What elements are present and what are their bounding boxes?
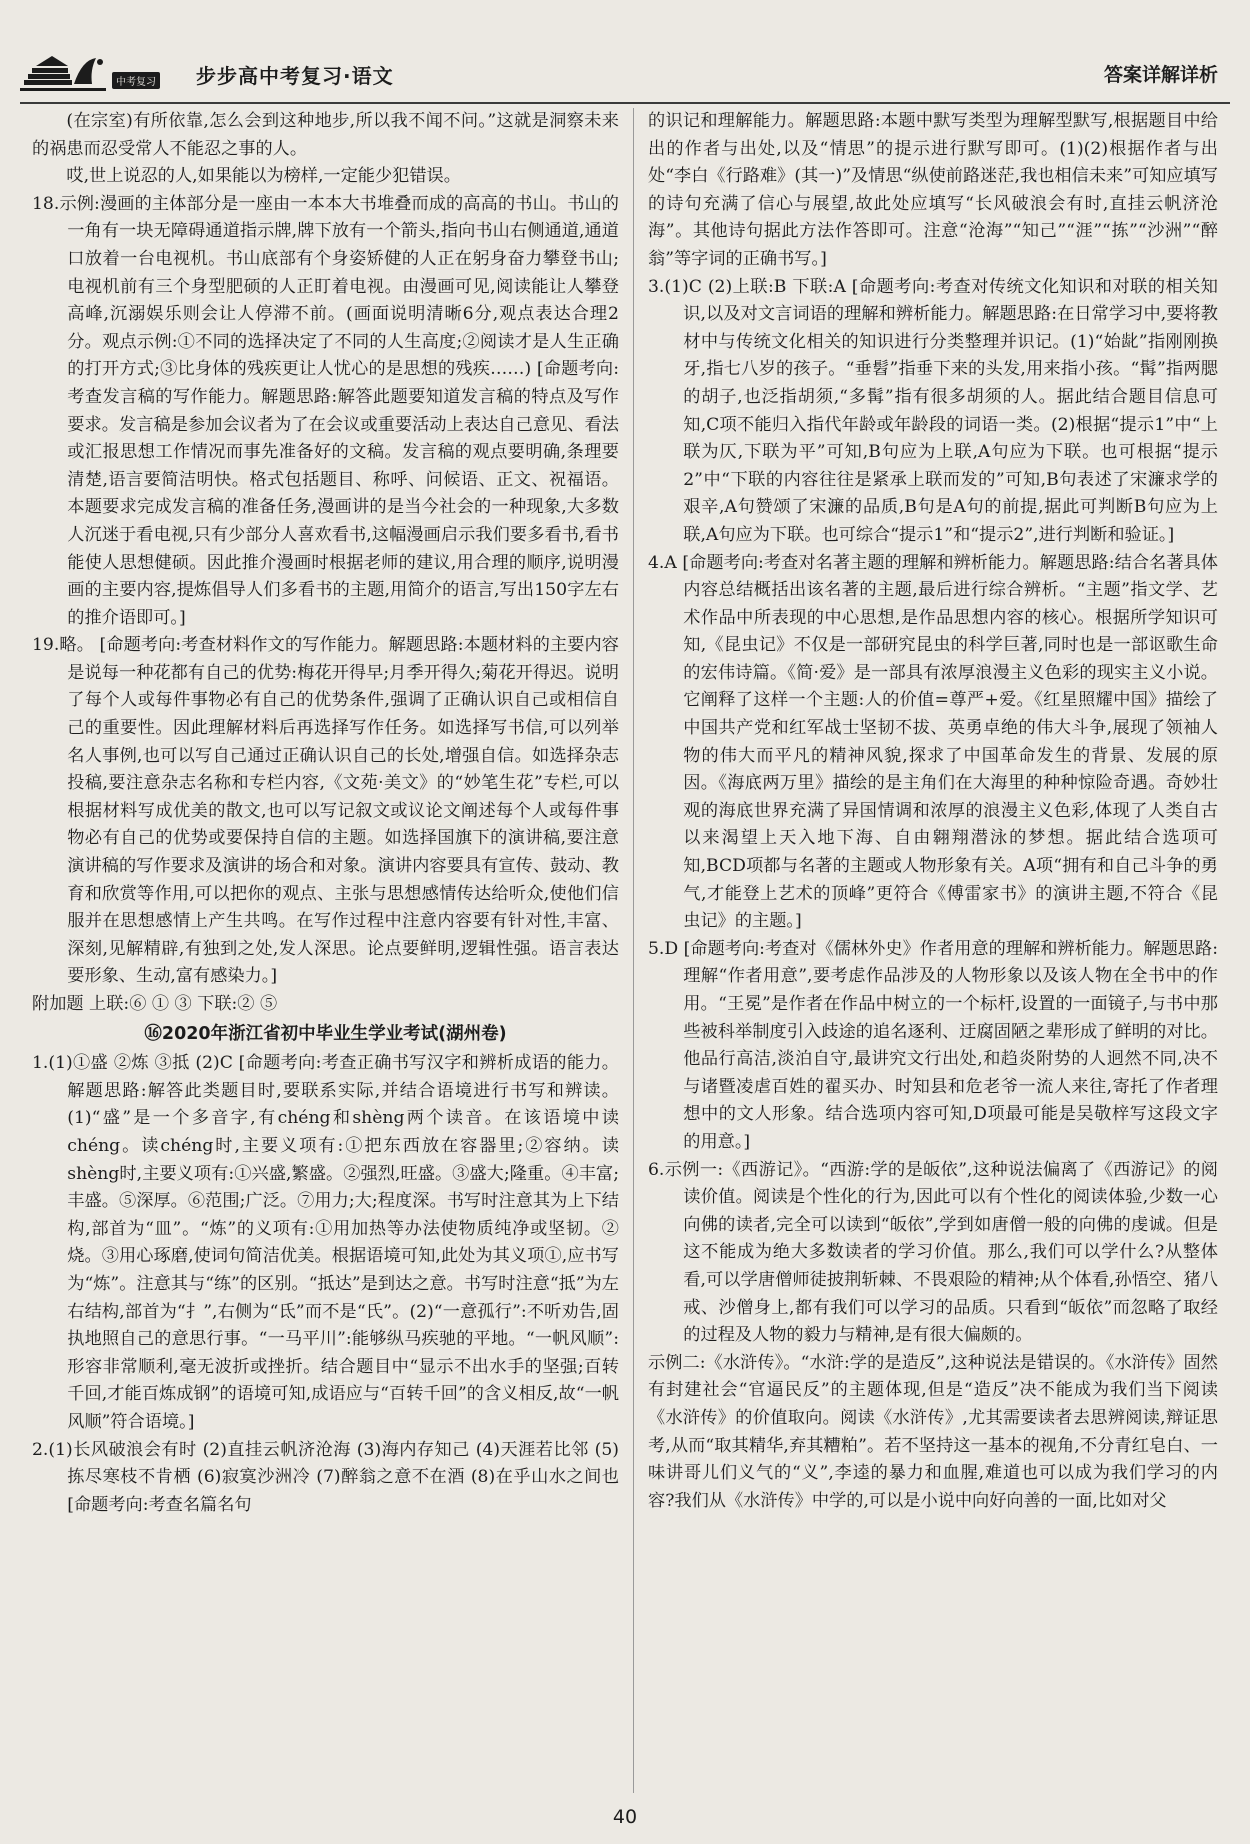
- q17-continuation: (在宗室)有所依靠,怎么会到这种地步,所以我不闻不问。”这就是洞察未来的祸患而忍受常人不能忍之事的人。: [32, 111, 619, 159]
- page-header: [20, 48, 1230, 102]
- q19-answer: 19.略。 [命题考向:考查材料作文的写作能力。解题思路:本题材料的主要内容是说每一种花都有自己的优势:梅花开得早;月季开得久;菊花开得迟。说明了每个人或每件事物必有自己的优势条件,强调了正确认识自己或相信自己的重要性。因此理解材料后再选择写作任务。如选择写书信,可以列举名人事例,也可以写自己通过正确认识自己的长处,增强自信。如选择杂志投稿,要注意杂志名称和专栏内容,《文苑·美文》的“妙笔生花”专栏,可以根据材料写成优美的散文,也可以写记叙文或议论文阐述每个人或每件事物必有自己的优势或要保持自信的主题。如选择国旗下的演讲稿,要注意演讲稿的写作要求及演讲的场合和对象。演讲内容要具有宣传、鼓动、教育和欣赏等作用,可以把你的观点、主张与思想感情传达给听众,使他们信服并在思想感情上产生共鸣。在写作过程中注意内容要有针对性,丰富、深刻,见解精辟,有独到之处,发人深思。论点要鲜明,逻辑性强。语言表达要形象、生动,富有感染力。]: [32, 635, 619, 987]
- bonus-question: 附加题 上联:⑥ ① ③ 下联:② ⑤: [32, 994, 278, 1014]
- exam-title: ⑯2020年浙江省初中毕业生学业考试(湖州卷): [144, 1023, 507, 1044]
- q17-final-paragraph: 哎,世上说忍的人,如果能以为榜样,一定能少犯错误。: [66, 166, 461, 187]
- q5-answer: 5.D [命题考向:考查对《儒林外史》作者用意的理解和辨析能力。解题思路:理解“作者用意”,要考虑作品涉及的人物形象以及该人物在全书中的作用。“王冕”是作者在作品中树立的一个标杆,设置的一面镜子,与书中那些被科举制度引入歧途的追名逐利、迂腐固陋之辈形成了鲜明的对比。他品行高洁,淡泊自守,最讲究文行出处,和趋炎附势的人迥然不同,决不与诸暨凌虐百姓的翟买办、时知县和危老爷一流人来往,寄托了作者理想中的文人形象。结合选项内容可知,D项最可能是吴敬梓写这段文字的用意。]: [648, 938, 1218, 1152]
- header-rule: [20, 102, 1230, 104]
- right-column: [648, 108, 1218, 1793]
- column-divider: [633, 108, 634, 1793]
- q18-answer: 18.示例:漫画的主体部分是一座由一本本大书堆叠而成的高高的书山。书山的一角有一块无障碍通道指示牌,牌下放有一个箭头,指向书山右侧通道,通道口放着一台电视机。书山底部有个身姿矫健的人正在躬身奋力攀登书山;电视机前有三个身型肥硕的人正盯着电视。由漫画可见,阅读能让人攀登高峰,沉溺娱乐则会让人停滞不前。(画面说明清晰6分,观点表达合理2分。观点示例:①不同的选择决定了不同的人生高度;②阅读才是人生正确的打开方式;③比身体的残疾更让人忧心的是思想的残疾……) [命题考向:考查发言稿的写作能力。解题思路:解答此题要知道发言稿的特点及写作要求。发言稿是参加会议者为了在会议或重要活动上表达自己意见、看法或汇报思想工作情况而事先准备好的文稿。发言稿的观点要明确,条理要清楚,语言要简洁明快。格式包括题目、称呼、问候语、正文、祝福语。本题要求完成发言稿的准备任务,漫画讲的是当今社会的一种现象,大多数人沉迷于看电视,只有少部分人喜欢看书,这幅漫画启示我们要多看书,看书能使人思想健硕。因此推介漫画时根据老师的建议,用合理的顺序,说明漫画的主要内容,提炼倡导人们多看书的主题,用简介的语言,写出150字左右的推介语即可。]: [32, 193, 619, 628]
- logo-tag: 中考复习: [112, 72, 160, 89]
- publisher-logo: [20, 50, 170, 94]
- left-column: [32, 108, 619, 1793]
- book-title: 步步高中考复习·语文: [196, 64, 394, 88]
- q4-answer: 4.A [命题考向:考查对名著主题的理解和辨析能力。解题思路:结合名著具体内容总结概括出该名著的主题,最后进行综合辨析。“主题”指文学、艺术作品中所表现的中心思想,是作品思想内容的核心。根据所学知识可知,《昆虫记》不仅是一部研究昆虫的科学巨著,同时也是一部讴歌生命的宏伟诗篇。《简·爱》是一部具有浓厚浪漫主义色彩的现实主义小说。它阐释了这样一个主题:人的价值=尊严+爱。《红星照耀中国》描绘了中国共产党和红军战士坚韧不拔、英勇卓绝的伟大斗争,展现了领袖人物的伟大而平凡的精神风貌,探求了中国革命发生的背景、发展的原因。《海底两万里》描绘的是主角们在大海里的种种惊险奇遇。奇妙壮观的海底世界充满了异国情调和浓厚的浪漫主义色彩,体现了人类自古以来渴望上天入地下海、自由翱翔潜泳的梦想。据此结合选项可知,BCD项都与名著的主题或人物形象有关。A项“拥有和自己斗争的勇气,才能登上艺术的顶峰”更符合《傅雷家书》的演讲主题,不符合《昆虫记》的主题。]: [648, 552, 1218, 932]
- q3-answer: 3.(1)C (2)上联:B 下联:A [命题考向:考查对传统文化知识和对联的相关知识,以及对文言词语的理解和辨析能力。解题思路:在日常学习中,要将教材中与传统文化相关的知识进行分类整理并识记。(1)“始龀”指刚刚换牙,指七八岁的孩子。“垂髫”指垂下来的头发,用来指小孩。“髯”指两腮的胡子,也泛指胡须,“多髯”指有很多胡须的人。据此结合题目信息可知,C项不能归入指代年龄或年龄段的词语一类。(2)根据“提示1”中“上联为仄,下联为平”可知,B句应为上联,A句应为下联。也可根据“提示2”中“下联的内容往往是紧承上联而发的”可知,B句表述了宋濂求学的艰辛,A句赞颂了宋濂的品质,B句是A句的前提,据此可判断B句应为上联,A句应为下联。也可综合“提示1”和“提示2”,进行判断和验证。]: [648, 276, 1218, 545]
- q6-example2: 示例二:《水浒传》。“水浒:学的是造反”,这种说法是错误的。《水浒传》固然有封建社会“官逼民反”的主题体现,但是“造反”决不能成为我们当下阅读《水浒传》的价值取向。阅读《水浒传》,尤其需要读者去思辨阅读,辩证思考,从而“取其精华,弃其糟粕”。若不坚持这一基本的视角,不分青红皂白、一味讲哥儿们义气的“义”,李逵的暴力和血腥,难道也可以成为我们学习的内容?我们从《水浒传》中学的,可以是小说中向好向善的一面,比如对父: [648, 1352, 1218, 1511]
- q2-answer: 2.(1)长风破浪会有时 (2)直挂云帆济沧海 (3)海内存知己 (4)天涯若比邻 (5)拣尽寒枝不肯栖 (6)寂寞沙洲冷 (7)醉翁之意不在酒 (8)在乎山水之间也 [命题考向:考查名篇名句: [32, 1439, 619, 1515]
- page-number: 40: [612, 1806, 638, 1828]
- q6-answer: 6.示例一:《西游记》。“西游:学的是皈依”,这种说法偏离了《西游记》的阅读价值。阅读是个性化的行为,因此可以有个性化的阅读体验,少数一心向佛的读者,完全可以读到“皈依”,学到如唐僧一般的向佛的虔诚。但是这不能成为绝大多数读者的学习价值。那么,我们可以学什么?从整体看,可以学唐僧师徒披荆斩棘、不畏艰险的精神;从个体看,孙悟空、猪八戒、沙僧身上,都有我们可以学习的品质。只看到“皈依”而忽略了取经的过程及人物的毅力与精神,是有很大偏颇的。: [648, 1159, 1218, 1346]
- section-title: 答案详解详析: [1103, 64, 1218, 86]
- q2-continuation: 的识记和理解能力。解题思路:本题中默写类型为理解型默写,根据题目中给出的作者与出处,以及“情思”的提示进行默写即可。(1)(2)根据作者与出处“李白《行路难》(其一)”及情思“纵使前路迷茫,我也相信未来”可知应填写的诗句充满了信心与展望,故此处应填写“长风破浪会有时,直挂云帆济沧海”。其他诗句据此方法作答即可。注意“沧海”“知己”“涯”“拣”“沙洲”“醉翁”等字词的正确书写。]: [648, 111, 1218, 269]
- q1-answer: 1.(1)①盛 ②炼 ③抵 (2)C [命题考向:考查正确书写汉字和辨析成语的能力。解题思路:解答此类题目时,要联系实际,并结合语境进行书写和辨读。(1)“盛”是一个多音字,有chéng和shèng两个读音。在该语境中读chéng。读chéng时,主要义项有:①把东西放在容器里;②容纳。读shèng时,主要义项有:①兴盛,繁盛。②强烈,旺盛。③盛大;隆重。④丰富;丰盛。⑤深厚。⑥范围;广泛。⑦用力;大;程度深。书写时注意其为上下结构,部首为“皿”。“炼”的义项有:①用加热等办法使物质纯净或坚韧。②烧。③用心琢磨,使词句简洁优美。根据语境可知,此处为其义项①,应书写为“炼”。注意其与“练”的区别。“抵达”是到达之意。书写时注意“抵”为左右结构,部首为“扌”,右侧为“氐”而不是“氏”。(2)“一意孤行”:不听劝告,固执地照自己的意思行事。“一马平川”:能够纵马疾驰的平地。“一帆风顺”:形容非常顺利,毫无波折或挫折。结合题目中“显示不出水手的坚强;百转千回,才能百炼成钢”的语境可知,成语应与“百转千回”的含义相反,故“一帆风顺”符合语境。]: [32, 1053, 619, 1432]
- book-stack-icon: [20, 50, 110, 94]
